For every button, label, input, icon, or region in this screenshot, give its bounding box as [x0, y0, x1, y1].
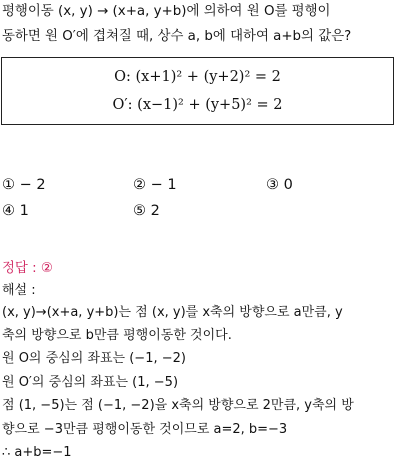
choice-2-value: − 1 [150, 177, 177, 193]
choice-1-mark: ① [2, 177, 15, 193]
solution-line-2: 축의 방향으로 b만큼 평행이동한 것이다. [2, 328, 232, 343]
solution-line-1: (x, y)→(x+a, y+b)는 점 (x, y)를 x축의 방향으로 a만큼, y [2, 305, 343, 320]
choice-3-value: 0 [283, 177, 293, 193]
choice-2[interactable] [133, 177, 177, 193]
answer-label: 정답 : ② [2, 261, 53, 276]
circle-o-equation: O: (x+1)² + (y+2)² = 2 [114, 69, 281, 85]
choice-2-mark: ② [133, 177, 146, 193]
choice-3[interactable] [266, 177, 293, 193]
solution-line-6: 향으로 −3만큼 평행이동한 것이므로 a=2, b=−3 [2, 422, 288, 437]
circle-o-prime-equation: O′: (x−1)² + (y+5)² = 2 [112, 97, 283, 113]
solution-line-5: 점 (1, −5)는 점 (−1, −2)을 x축의 방향으로 2만큼, y축의 방 [2, 398, 354, 413]
question-line-2: 동하면 원 O′에 겹쳐질 때, 상수 a, b에 대하여 a+b의 값은? [2, 29, 352, 44]
solution-line-7: ∴ a+b=−1 [2, 445, 72, 460]
solution-line-3: 원 O의 중심의 좌표는 (−1, −2) [2, 351, 186, 366]
solution-line-4: 원 O′의 중심의 좌표는 (1, −5) [2, 375, 179, 390]
choice-5-mark: ⑤ [133, 203, 146, 219]
choice-1[interactable] [2, 177, 46, 193]
choice-4[interactable] [2, 203, 29, 219]
choice-5-value: 2 [150, 203, 160, 219]
choice-4-mark: ④ [2, 203, 15, 219]
question-line-1: 평행이동 (x, y) → (x+a, y+b)에 의하여 원 O를 평행이 [2, 4, 331, 19]
explanation-title: 해설 : [2, 283, 36, 298]
choice-3-mark: ③ [266, 177, 279, 193]
equation-box [1, 57, 394, 125]
choice-1-value: − 2 [19, 177, 46, 193]
choice-4-value: 1 [19, 203, 29, 219]
choice-5[interactable] [133, 203, 160, 219]
